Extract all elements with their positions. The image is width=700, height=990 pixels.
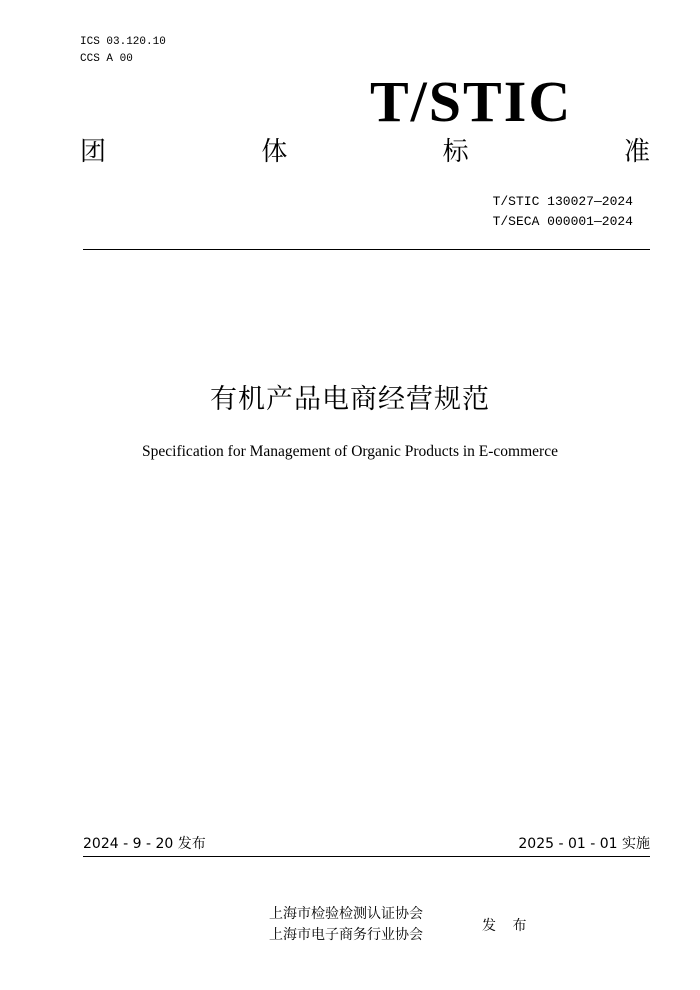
document-title-english: Specification for Management of Organic Products in E-commerce — [142, 443, 558, 460]
organization-name: 上海市检验检测认证协会 — [269, 906, 423, 922]
standard-type-char: 标 — [442, 137, 469, 167]
publish-date: 2024 - 9 - 20 发布 — [83, 836, 206, 852]
issue-label: 发 布 — [482, 918, 533, 934]
classification-codes — [80, 34, 166, 68]
standard-logo: T/STIC — [370, 69, 573, 134]
ics-code: ICS 03.120.10 — [80, 36, 166, 48]
standard-number: T/SECA 000001—2024 — [492, 214, 633, 229]
ccs-code: CCS A 00 — [80, 53, 133, 65]
bottom-divider — [83, 856, 650, 857]
organization-name: 上海市电子商务行业协会 — [269, 927, 423, 943]
standard-type-char: 准 — [623, 137, 650, 167]
standard-number: T/STIC 130027—2024 — [492, 194, 633, 209]
standard-type-char: 团 — [80, 137, 107, 167]
standard-numbers — [493, 192, 633, 232]
standard-type-heading — [80, 134, 650, 170]
standard-type-char: 体 — [261, 137, 288, 167]
document-title-chinese: 有机产品电商经营规范 — [210, 384, 490, 415]
issuing-organizations — [269, 904, 423, 946]
top-divider — [83, 249, 650, 250]
implementation-date: 2025 - 01 - 01 实施 — [518, 836, 650, 852]
